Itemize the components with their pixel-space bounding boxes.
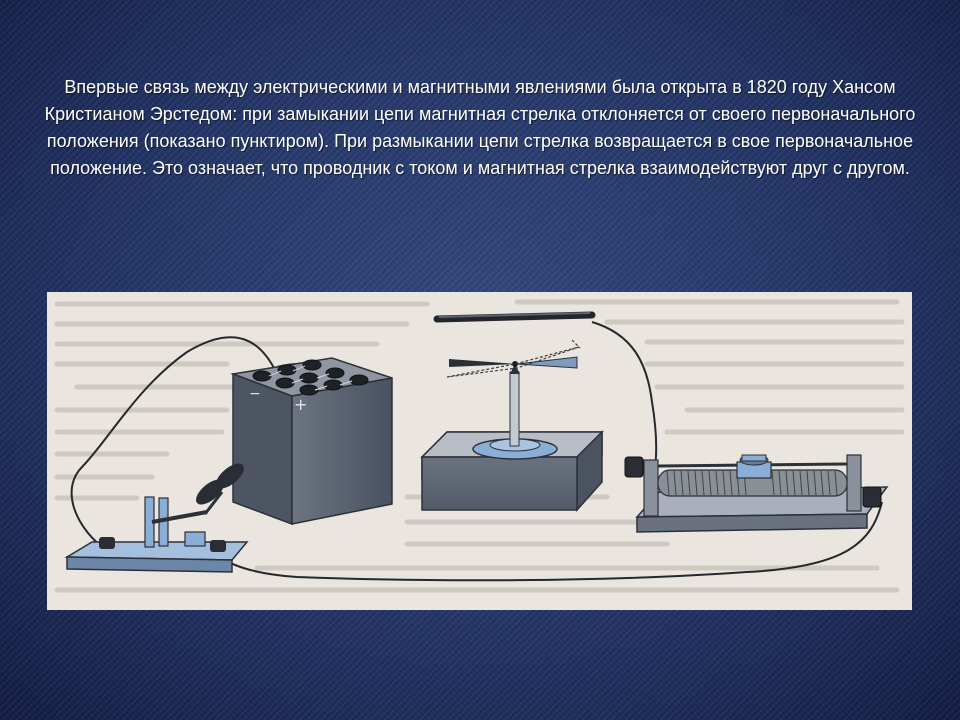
oersted-experiment-figure bbox=[47, 292, 912, 610]
rheostat-slider bbox=[737, 455, 771, 478]
rheostat bbox=[625, 455, 887, 532]
conductor-rod bbox=[437, 313, 592, 319]
slide-description: Впервые связь между электрическими и магнитными явлениями была открыта в 1820 году Хансом Кристианом Эрстедом: при замыкании цепи магнитная стрелка отклоняется от своего первоначального положения (показано пунктиром). При размыкании цепи стрелка возвращается в свое первоначальное положение. Это означает, что проводник с током и магнитная стрелка взаимодействуют друг с другом. bbox=[44, 77, 916, 178]
battery-minus-label: − bbox=[249, 386, 261, 402]
magnetic-needle bbox=[449, 357, 577, 368]
needle-stand bbox=[473, 364, 557, 459]
battery bbox=[233, 358, 392, 524]
battery-plus-label: + bbox=[294, 395, 308, 414]
